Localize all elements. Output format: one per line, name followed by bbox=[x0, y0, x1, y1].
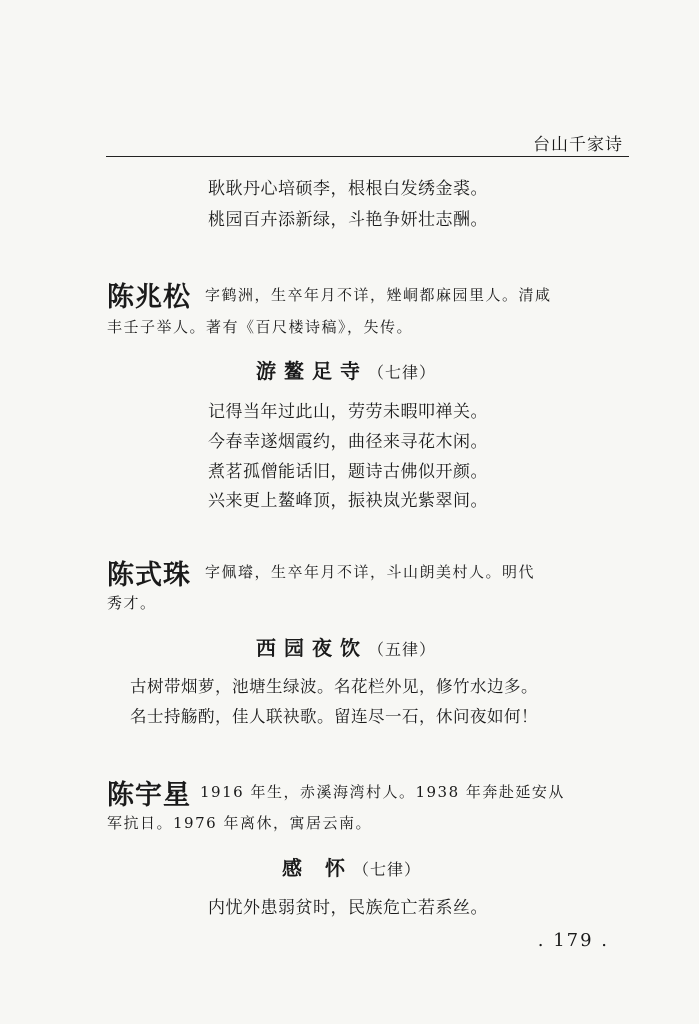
poem-title bbox=[256, 355, 436, 384]
running-header-title: 台山千家诗 bbox=[533, 135, 623, 155]
poem-title-text: 西园夜饮 bbox=[256, 636, 368, 660]
poem-form: （七律） bbox=[368, 363, 437, 382]
carryover-line-1: 耿耿丹心培硕李，根根白发绣金裘。 bbox=[208, 179, 488, 199]
poem-form: （七律） bbox=[352, 860, 421, 879]
poem-title-text: 游鳌足寺 bbox=[256, 359, 368, 383]
poem-line: 内忧外患弱贫时，民族危亡若系丝。 bbox=[208, 898, 488, 918]
poet-bio-line: 1916 年生，赤溪海湾村人。1938 年奔赴延安从 bbox=[200, 783, 565, 801]
poem-line: 名士持觞酌，佳人联袂歌。留连尽一石，休问夜如何！ bbox=[130, 707, 538, 726]
poem-line: 记得当年过此山，劳劳未暇叩禅关。 bbox=[208, 402, 488, 422]
poet-name: 陈宇星 bbox=[107, 780, 191, 811]
carryover-line-2: 桃园百卉添新绿，斗艳争妍壮志酬。 bbox=[208, 210, 488, 230]
poem-title-text: 感 怀 bbox=[282, 856, 353, 880]
poet-name: 陈式珠 bbox=[107, 560, 191, 591]
poem-line: 古树带烟萝，池塘生绿波。名花栏外见，修竹水边多。 bbox=[130, 677, 538, 696]
poem-title bbox=[282, 852, 421, 881]
poet-bio-line: 秀才。 bbox=[107, 594, 157, 612]
poet-bio-line: 字佩璿，生卒年月不详，斗山朗美村人。明代 bbox=[205, 563, 536, 581]
poem-form: （五律） bbox=[368, 640, 437, 659]
poet-name: 陈兆松 bbox=[107, 282, 191, 313]
poet-bio-line: 军抗日。1976 年离休，寓居云南。 bbox=[107, 814, 372, 832]
poem-line: 煮茗孤僧能话旧，题诗古佛似开颜。 bbox=[208, 462, 488, 482]
poem-line: 今春幸遂烟霞约，曲径来寻花木闲。 bbox=[208, 432, 488, 452]
page-number: . 179 . bbox=[537, 930, 609, 951]
header-rule bbox=[106, 156, 629, 157]
poet-bio-line: 字鹤洲，生卒年月不详，矬峒都麻园里人。清咸 bbox=[205, 286, 552, 304]
poem-line: 兴来更上鳌峰顶，振袂岚光紫翠间。 bbox=[208, 491, 488, 511]
poet-bio-line: 丰壬子举人。著有《百尺楼诗稿》，失传。 bbox=[107, 318, 414, 336]
poem-title bbox=[256, 632, 436, 661]
